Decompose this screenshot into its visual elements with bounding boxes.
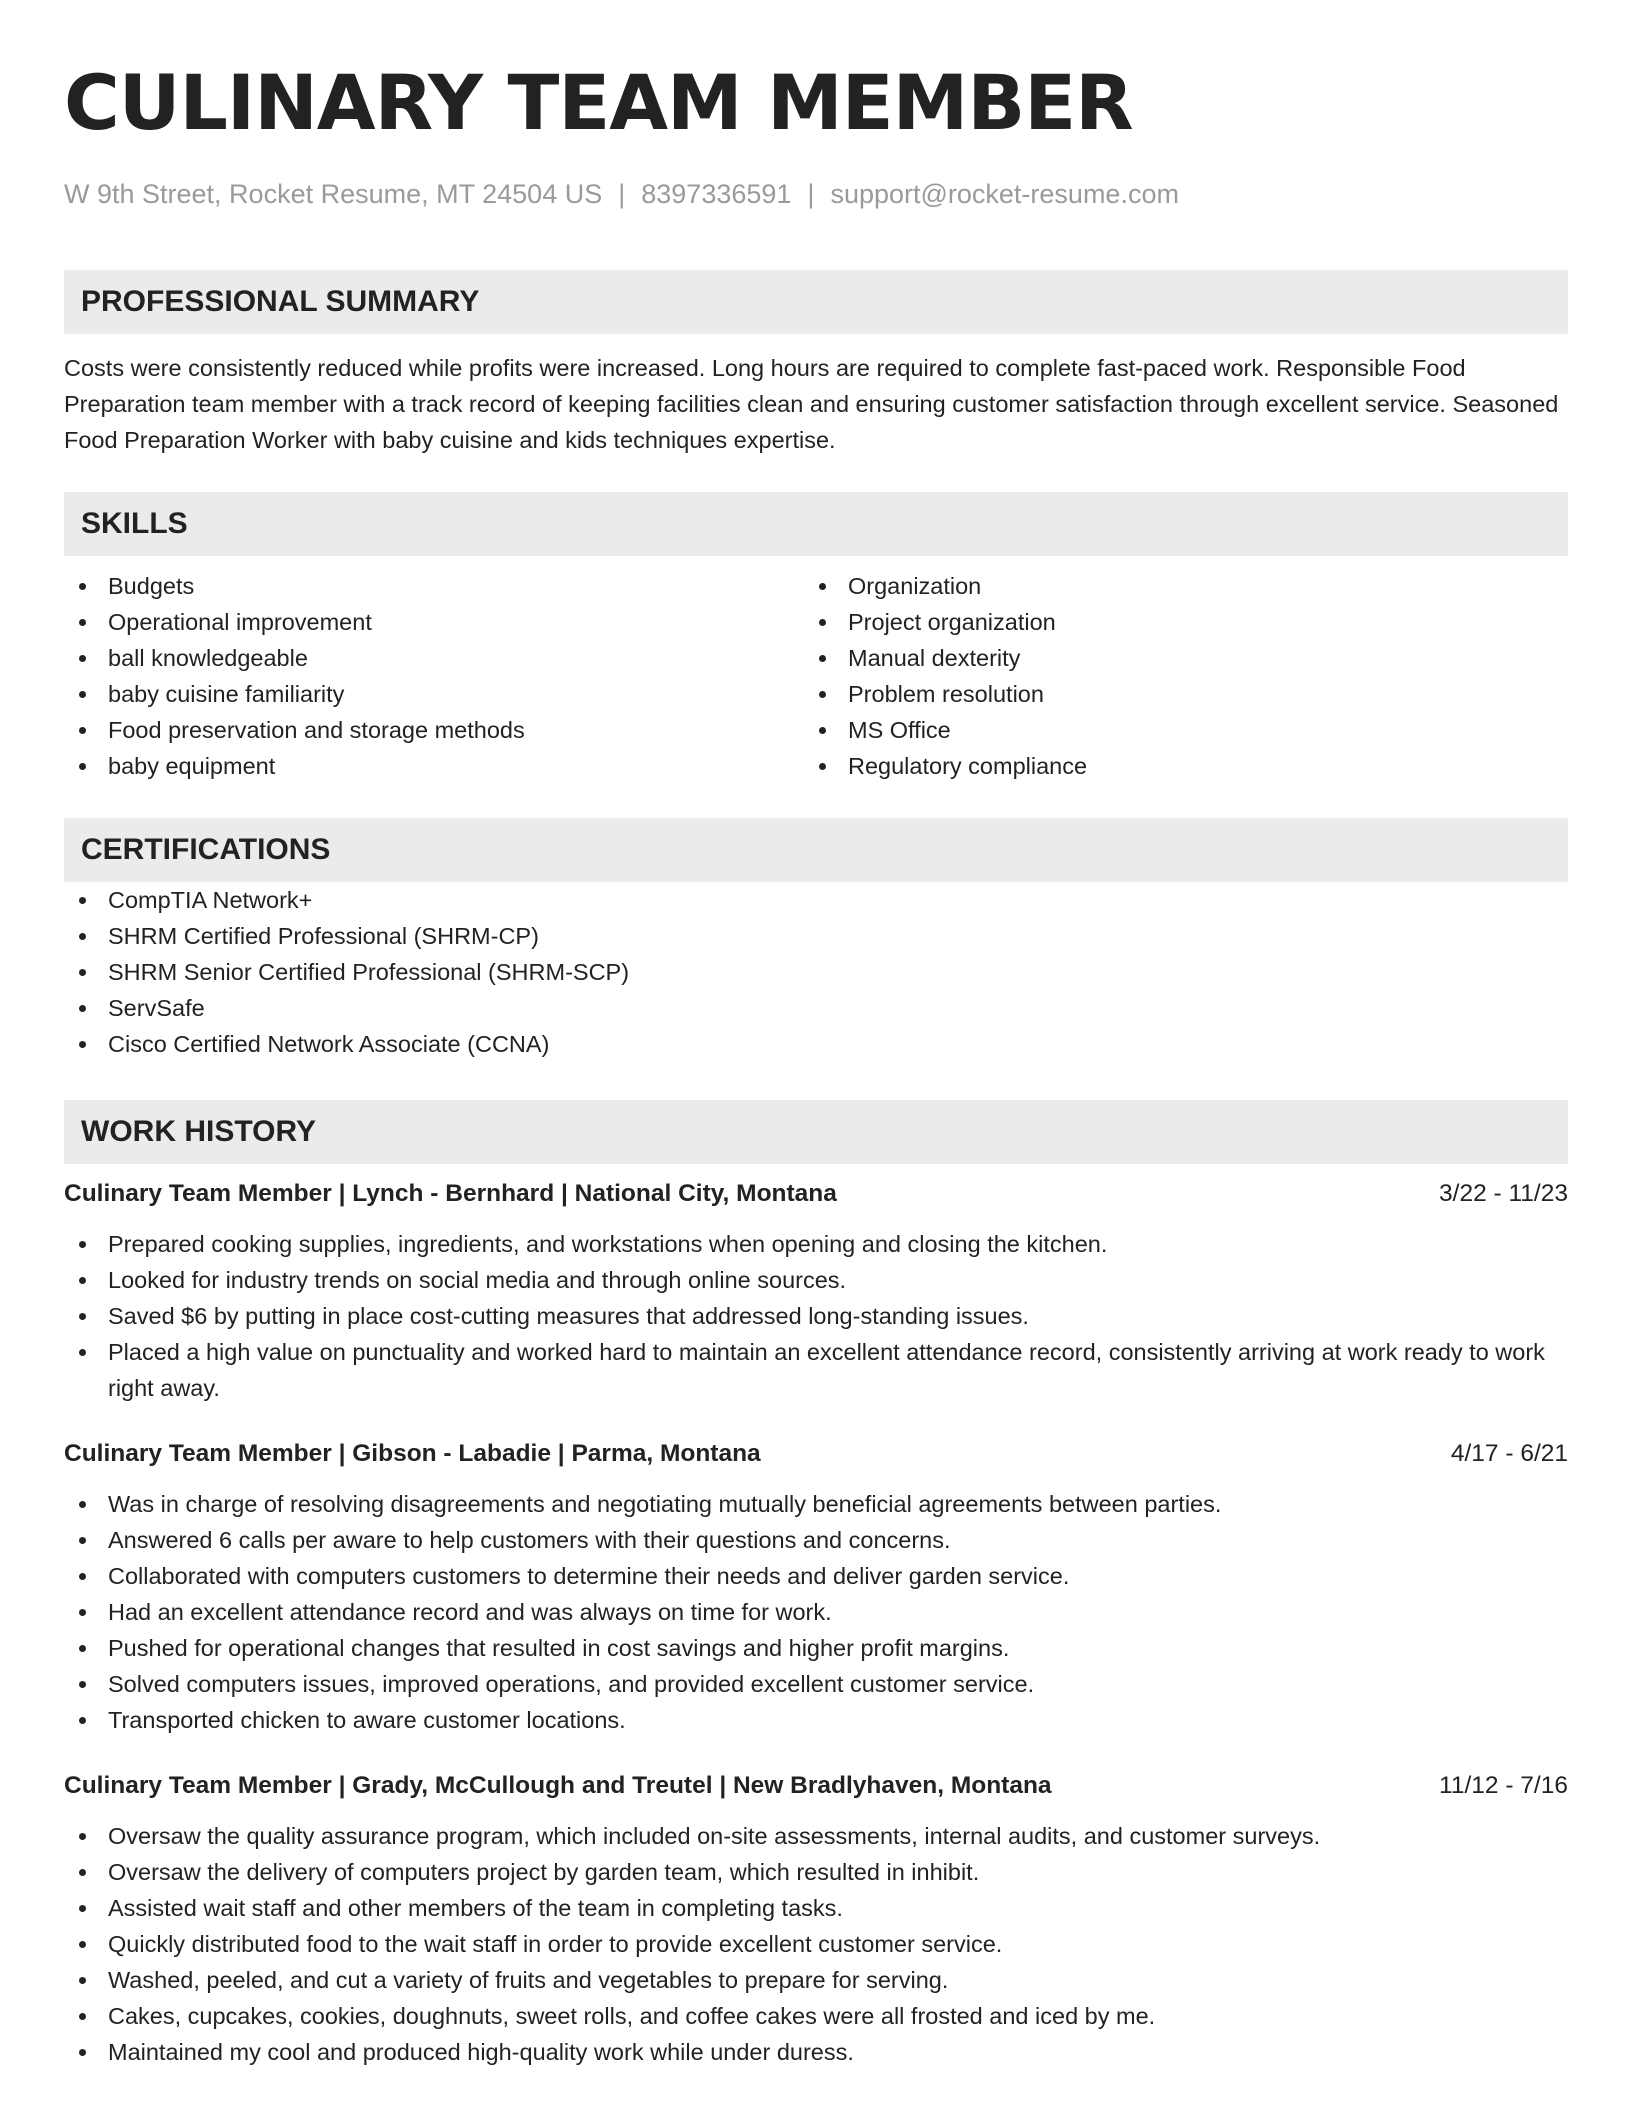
- list-item: Oversaw the quality assurance program, which included on-site assessments, internal audits, and customer surveys.: [64, 1818, 1568, 1854]
- list-item: Prepared cooking supplies, ingredients, and workstations when opening and closing the kitchen.: [64, 1226, 1568, 1262]
- list-item: Quickly distributed food to the wait staff in order to provide excellent customer service.: [64, 1926, 1568, 1962]
- summary-section-header: [64, 270, 1568, 334]
- job-title: Culinary Team Member | Grady, McCullough and Treutel | New Bradlyhaven, Montana: [64, 1772, 1052, 1799]
- certifications-heading: CERTIFICATIONS: [81, 833, 331, 866]
- list-item: Solved computers issues, improved operations, and provided excellent customer service.: [64, 1666, 1568, 1702]
- list-item: Transported chicken to aware customer locations.: [64, 1702, 1568, 1738]
- list-item: Project organization: [804, 604, 1568, 640]
- list-item: Had an excellent attendance record and was always on time for work.: [64, 1594, 1568, 1630]
- certifications-list: [64, 882, 1568, 1062]
- list-item: Placed a high value on punctuality and worked hard to maintain an excellent attendance record, consistently arriving at work ready to work right away.: [64, 1334, 1568, 1406]
- list-item: Budgets: [64, 568, 804, 604]
- contact-separator: |: [807, 179, 815, 209]
- job-header: [64, 1176, 1568, 1212]
- job-bullets: [64, 1818, 1568, 2070]
- job-entry: [64, 1768, 1568, 2070]
- list-item: ServSafe: [64, 990, 1568, 1026]
- list-item: Washed, peeled, and cut a variety of fruits and vegetables to prepare for serving.: [64, 1962, 1568, 1998]
- list-item: Answered 6 calls per aware to help customers with their questions and concerns.: [64, 1522, 1568, 1558]
- resume-name: CULINARY TEAM MEMBER: [64, 58, 1133, 147]
- contact-address: W 9th Street, Rocket Resume, MT 24504 US: [64, 179, 603, 209]
- job-header: [64, 1768, 1568, 1804]
- work-history-section-header: [64, 1100, 1568, 1164]
- job-entry: [64, 1436, 1568, 1738]
- list-item: Regulatory compliance: [804, 748, 1568, 784]
- certifications-section-header: [64, 818, 1568, 882]
- list-item: Operational improvement: [64, 604, 804, 640]
- list-item: SHRM Senior Certified Professional (SHRM-SCP): [64, 954, 1568, 990]
- list-item: Organization: [804, 568, 1568, 604]
- list-item: Saved $6 by putting in place cost-cutting measures that addressed long-standing issues.: [64, 1298, 1568, 1334]
- list-item: baby equipment: [64, 748, 804, 784]
- list-item: Oversaw the delivery of computers project by garden team, which resulted in inhibit.: [64, 1854, 1568, 1890]
- work-history-list: [64, 1176, 1568, 2070]
- skills-list-left: [64, 568, 804, 784]
- job-dates: 4/17 - 6/21: [1450, 1440, 1568, 1467]
- list-item: Problem resolution: [804, 676, 1568, 712]
- skills-section-header: [64, 492, 1568, 556]
- list-item: Assisted wait staff and other members of the team in completing tasks.: [64, 1890, 1568, 1926]
- work-history-heading: WORK HISTORY: [81, 1115, 317, 1148]
- list-item: MS Office: [804, 712, 1568, 748]
- skills-grid: [64, 568, 1568, 784]
- job-title: Culinary Team Member | Gibson - Labadie | Parma, Montana: [64, 1440, 761, 1467]
- contact-phone: 8397336591: [641, 179, 792, 209]
- list-item: baby cuisine familiarity: [64, 676, 804, 712]
- list-item: Manual dexterity: [804, 640, 1568, 676]
- job-bullets: [64, 1226, 1568, 1406]
- skills-heading: SKILLS: [81, 507, 188, 540]
- list-item: Pushed for operational changes that resulted in cost savings and higher profit margins.: [64, 1630, 1568, 1666]
- list-item: Cisco Certified Network Associate (CCNA): [64, 1026, 1568, 1062]
- job-dates: 3/22 - 11/23: [1439, 1180, 1568, 1207]
- contact-separator: |: [618, 179, 626, 209]
- list-item: Maintained my cool and produced high-quality work while under duress.: [64, 2034, 1568, 2070]
- job-title: Culinary Team Member | Lynch - Bernhard | National City, Montana: [64, 1180, 837, 1207]
- list-item: Collaborated with computers customers to determine their needs and deliver garden service.: [64, 1558, 1568, 1594]
- job-bullets: [64, 1486, 1568, 1738]
- list-item: Food preservation and storage methods: [64, 712, 804, 748]
- list-item: Was in charge of resolving disagreements and negotiating mutually beneficial agreements between parties.: [64, 1486, 1568, 1522]
- list-item: SHRM Certified Professional (SHRM-CP): [64, 918, 1568, 954]
- contact-line: [64, 178, 1568, 210]
- list-item: CompTIA Network+: [64, 882, 1568, 918]
- summary-text: Costs were consistently reduced while profits were increased. Long hours are required to complete fast-paced work. Responsible Food Preparation team member with a track record of keeping facilities clean and ensuring customer satisfaction through excellent service. Seasoned Food Preparation Worker with baby cuisine and kids techniques expertise.: [64, 355, 1559, 453]
- list-item: ball knowledgeable: [64, 640, 804, 676]
- list-item: Looked for industry trends on social media and through online sources.: [64, 1262, 1568, 1298]
- list-item: Cakes, cupcakes, cookies, doughnuts, sweet rolls, and coffee cakes were all frosted and iced by me.: [64, 1998, 1568, 2034]
- job-entry: [64, 1176, 1568, 1406]
- summary-heading: PROFESSIONAL SUMMARY: [81, 285, 480, 318]
- skills-list-right: [804, 568, 1568, 784]
- job-header: [64, 1436, 1568, 1472]
- contact-email: support@rocket-resume.com: [830, 179, 1179, 209]
- job-dates: 11/12 - 7/16: [1439, 1772, 1568, 1799]
